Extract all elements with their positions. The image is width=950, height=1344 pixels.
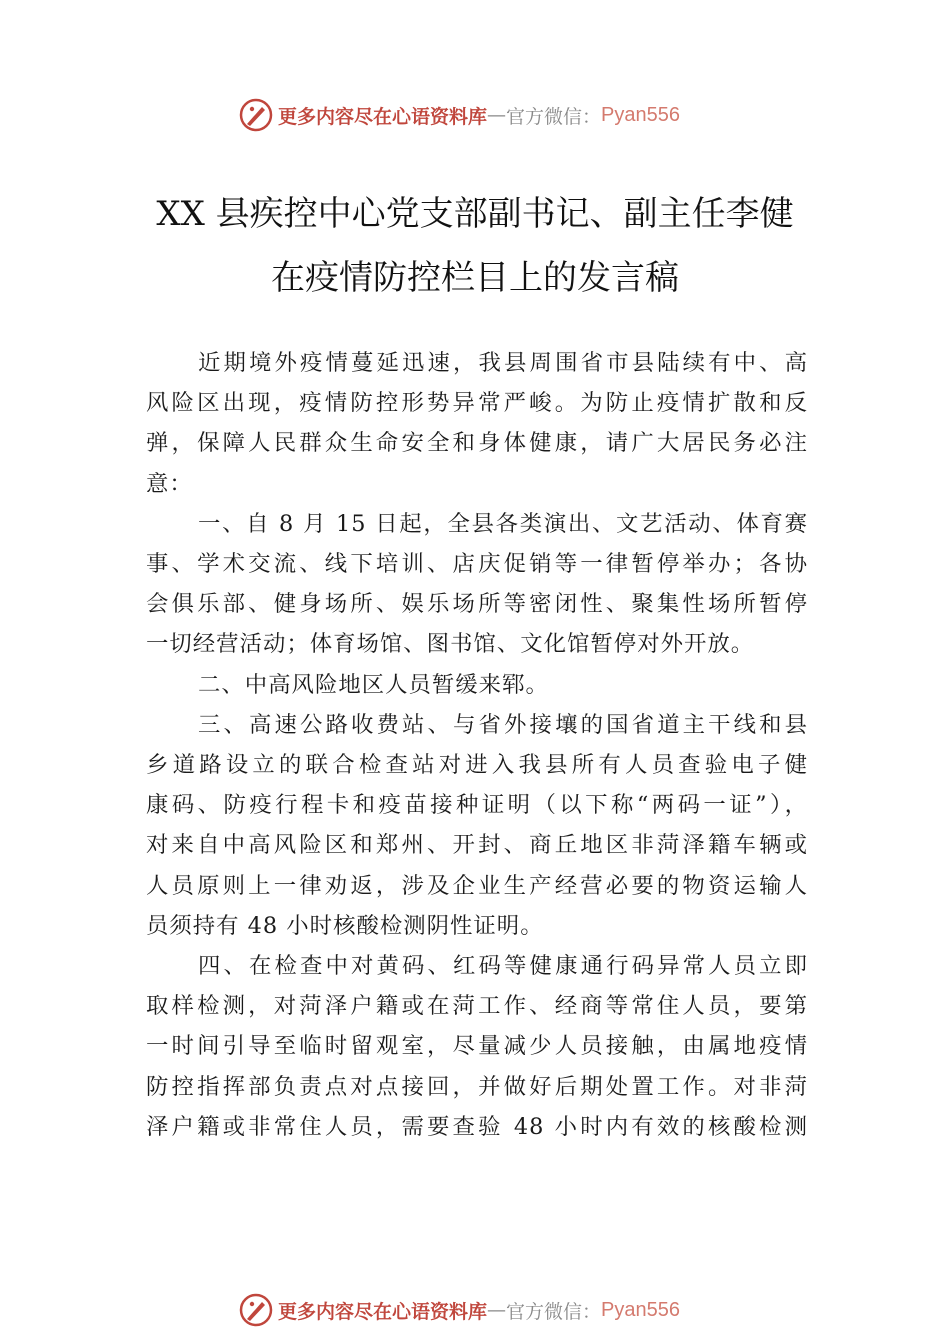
text-line: 会俱乐部、健身场所、娱乐场所等密闭性、聚集性场所暂停 [146, 591, 808, 618]
text-line: 近期境外疫情蔓延迅速，我县周围省市县陆续有中、高 [198, 350, 808, 376]
footer-watermark [238, 1292, 680, 1328]
text-line: 二、中高风险地区人员暂缓来郓。 [198, 671, 549, 698]
watermark-brand: 更多内容尽在心语资料库 [278, 105, 488, 128]
text-line: 意： [146, 470, 193, 497]
text-line: 康码、防疫行程卡和疫苗接种证明（以下称“两码一证”）， [146, 792, 808, 819]
text-line: 四、在检查中对黄码、红码等健康通行码异常人员立即 [198, 953, 808, 980]
title-line-2: 在疫情防控栏目上的发言稿 [271, 258, 679, 298]
watermark-brand: 更多内容尽在心语资料库 [278, 1300, 488, 1323]
title-line-1: XX 县疾控中心党支部副书记、副主任李健 [156, 194, 794, 234]
paragraph-intro [146, 343, 808, 504]
text-line: 乡道路设立的联合检查站对进入我县所有人员查验电子健 [146, 752, 808, 779]
pen-circle-logo-icon [238, 97, 274, 133]
document-body [146, 343, 808, 1147]
text-line: 事、学术交流、线下培训、店庆促销等一律暂停举办；各协 [146, 551, 808, 578]
watermark-dash: — [487, 1299, 507, 1321]
text-line: 取样检测，对菏泽户籍或在菏工作、经商等常住人员，要第 [146, 993, 808, 1020]
paragraph-item-1 [146, 504, 808, 665]
text-line: 一时间引导至临时留观室，尽量减少人员接触，由属地疫情 [146, 1033, 808, 1060]
document-title [140, 182, 810, 310]
text-line: 人员原则上一律劝返，涉及企业生产经营必要的物资运输人 [146, 872, 808, 899]
text-line: 泽户籍或非常住人员，需要查验 48 小时内有效的核酸检测 [146, 1113, 808, 1140]
paragraph-item-2 [146, 665, 808, 705]
text-line: 一切经营活动；体育场馆、图书馆、文化馆暂停对外开放。 [146, 631, 755, 658]
watermark-wechat-id: Pyan556 [601, 103, 680, 126]
text-line: 防控指挥部负责点对点接回，并做好后期处置工作。对非菏 [146, 1073, 808, 1100]
pen-circle-logo-icon [238, 1292, 274, 1328]
text-line: 一、自 8 月 15 日起，全县各类演出、文艺活动、体育赛 [198, 510, 808, 537]
text-line: 对来自中高风险区和郑州、开封、商丘地区非菏泽籍车辆或 [146, 832, 808, 859]
watermark-label: 官方微信： [506, 1300, 602, 1323]
text-line: 员须持有 48 小时核酸检测阴性证明。 [146, 912, 544, 939]
text-line: 弹，保障人民群众生命安全和身体健康，请广大居民务必注 [146, 430, 808, 457]
watermark-dash: — [487, 104, 507, 126]
text-line: 风险区出现，疫情防控形势异常严峻。为防止疫情扩散和反 [146, 390, 808, 417]
paragraph-item-4 [146, 946, 808, 1147]
watermark-label: 官方微信： [506, 105, 602, 128]
watermark-wechat-id: Pyan556 [601, 1298, 680, 1321]
header-watermark [238, 97, 680, 133]
text-line: 三、高速公路收费站、与省外接壤的国省道主干线和县 [198, 711, 808, 738]
paragraph-item-3 [146, 705, 808, 946]
